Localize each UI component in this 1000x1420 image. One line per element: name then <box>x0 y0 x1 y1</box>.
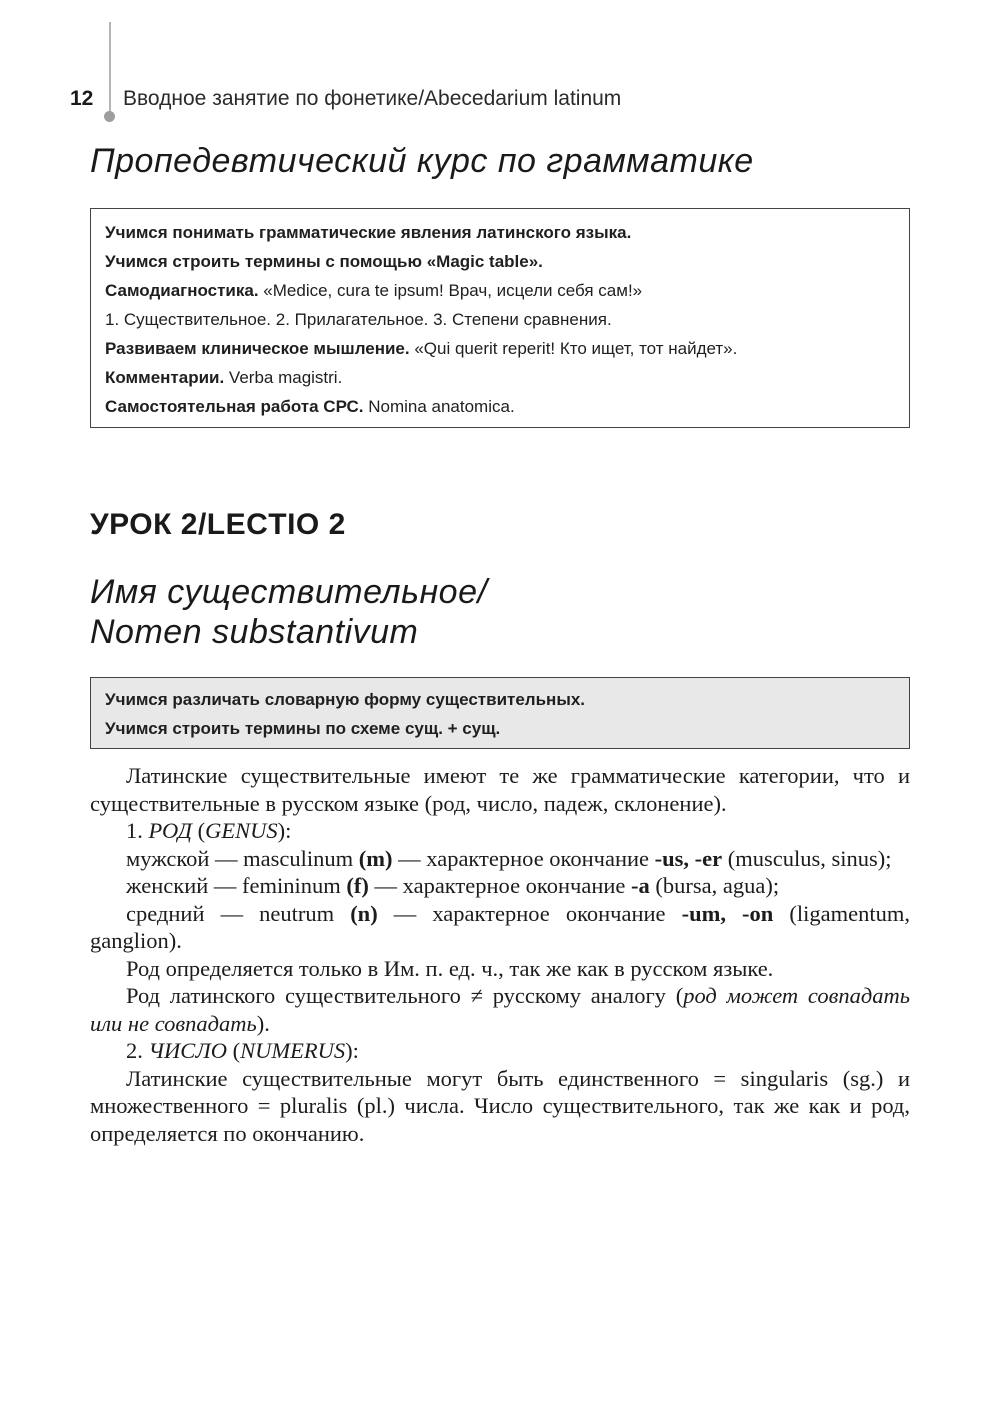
masculine-paragraph: мужской — masculinum (m) — характерное окончание -us, -er (musculus, sinus); <box>126 845 892 871</box>
intro-line-6: Комментарии. Verba magistri. <box>105 368 343 387</box>
running-title: Вводное занятие по фонетике/Abecedarium latinum <box>123 87 622 110</box>
intro-line-1: Учимся понимать грамматические явления латинского языка. <box>105 223 632 242</box>
intro-line-5: Развиваем клиническое мышление. «Qui querit reperit! Кто ищет, тот найдет». <box>105 339 738 358</box>
page-number: 12 <box>70 87 94 110</box>
feminine-paragraph: женский — femininum (f) — характерное окончание -a (bursa, agua); <box>126 873 780 898</box>
section-title: Пропедевтический курс по грамматике <box>90 142 754 180</box>
topic-title-line-1: Имя существительное/ <box>90 573 488 611</box>
goals-line-1: Учимся различать словарную форму существительных. <box>105 690 586 709</box>
gender-mismatch-paragraph: Род латинского существительного ≠ русскому аналогу (род может совпадать или не совпадать). <box>90 983 910 1036</box>
gender-nominative-paragraph: Род определяется только в Им. п. ед. ч., так же как в русском языке. <box>126 955 774 981</box>
intro-line-3: Самодиагностика. «Medice, cura te ipsum! Врач, исцели себя сам!» <box>105 281 643 300</box>
intro-line-7: Самостоятельная работа СРС. Nomina anatomica. <box>105 397 515 416</box>
intro-line-2: Учимся строить термины с помощью «Magic table». <box>105 252 543 271</box>
neuter-paragraph: средний — neutrum (n) — характерное окончание -um, -on (ligamentum, ganglion). <box>90 900 910 953</box>
intro-paragraph: Латинские существительные имеют те же грамматические категории, что и существительные в русском языке (род, число, падеж, склонение). <box>90 763 910 816</box>
genus-heading: 1. РОД (GENUS): <box>126 818 292 843</box>
intro-box <box>90 208 910 428</box>
lesson-title: УРОК 2/LECTIO 2 <box>90 508 346 541</box>
goals-line-2: Учимся строить термины по схеме сущ. + сущ. <box>105 719 501 738</box>
numerus-paragraph: Латинские существительные могут быть единственного = singularis (sg.) и множественного = pluralis (pl.) числа. Число существительного, так же как и род, определяется по окончанию. <box>90 1065 910 1146</box>
topic-title-line-2: Nomen substantivum <box>90 613 419 651</box>
header-rule-dot <box>104 111 115 122</box>
topic-title <box>90 572 487 652</box>
numerus-heading: 2. ЧИСЛО (NUMERUS): <box>126 1038 359 1063</box>
header-rule <box>109 22 111 116</box>
body-text <box>90 762 910 1147</box>
goals-box <box>90 677 910 749</box>
intro-line-4: 1. Существительное. 2. Прилагательное. 3. Степени сравнения. <box>105 310 612 329</box>
